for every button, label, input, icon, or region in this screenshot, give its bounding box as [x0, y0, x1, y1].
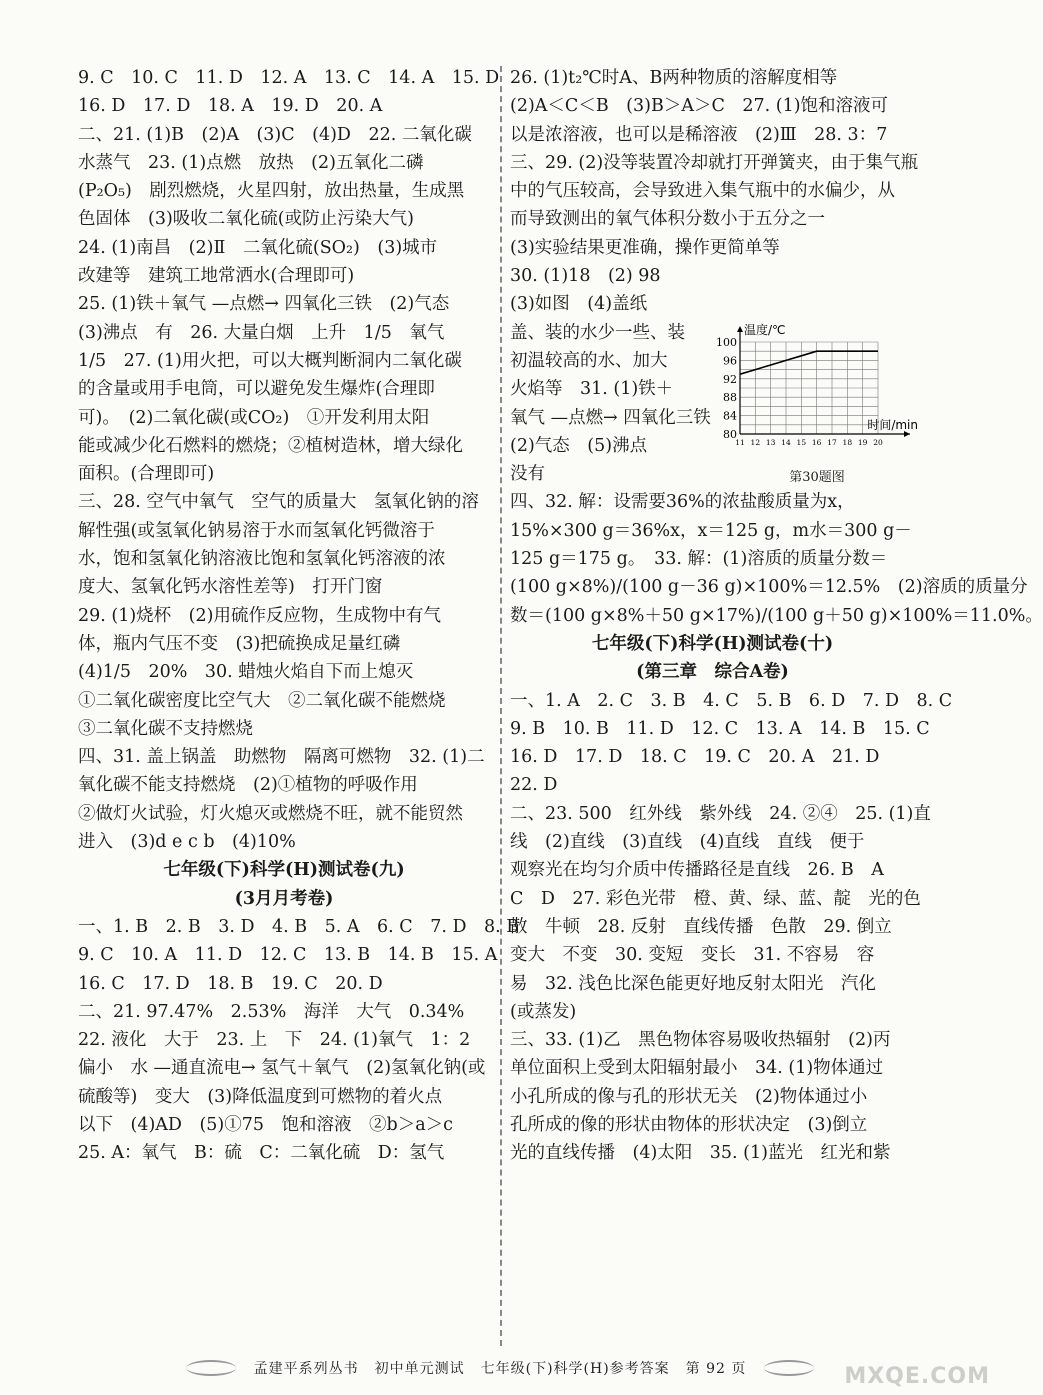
y-tick-label: 96	[723, 354, 737, 368]
answer-line: ①二氧化碳密度比空气大 ②二氧化碳不能燃烧	[78, 690, 446, 711]
answer-line: 三、29. (2)没等装置冷却就打开弹簧夹，由于集气瓶	[510, 152, 919, 173]
answer-line: 的含量或用手电筒，可以避免发生爆炸(合理即	[78, 379, 435, 400]
answer-line: 七年级(下)科学(H)测试卷(九)	[163, 860, 405, 881]
answer-line: 数＝(100 g×8%＋50 g×17%)/(100 g＋50 g)×100%＝11.0%。	[510, 605, 1043, 626]
series-line	[740, 351, 878, 374]
x-tick-label: 19	[857, 438, 868, 447]
answer-line: 25. (1)铁＋氧气 —点燃→ 四氧化三铁 (2)气态	[78, 294, 450, 315]
answer-line: 二、21. (1)B (2)A (3)C (4)D 22. 二氧化碳	[78, 124, 472, 145]
answer-line: 以下 (4)AD (5)①75 饱和溶液 ②b＞a＞c	[78, 1114, 453, 1135]
answer-line: 偏小 水 —通直流电→ 氢气＋氧气 (2)氢氧化钠(或	[78, 1058, 486, 1079]
answer-line: (4)1/5 20% 30. 蜡烛火焰自下而上熄灭	[78, 662, 414, 683]
answer-line: C D 27. 彩色光带 橙、黄、绿、蓝、靛 光的色	[510, 888, 921, 909]
answer-line: 七年级(下)科学(H)测试卷(十)	[591, 633, 834, 654]
answer-line: 单位面积上受到太阳辐射最小 34. (1)物体通过	[510, 1058, 884, 1079]
answer-line: ②做灯火试验，灯火熄灭或燃烧不旺，就不能贸然	[78, 803, 463, 824]
x-axis-label: 时间/min	[867, 418, 918, 432]
x-tick-label: 17	[827, 438, 837, 447]
answer-line: 线 (2)直线 (3)直线 (4)直线 直线 便于	[510, 832, 865, 853]
answer-line: 度大、氢氧化钙水溶性差等) 打开门窗	[78, 577, 383, 598]
answer-line: 硫酸等) 变大 (3)降低温度到可燃物的着火点	[78, 1086, 443, 1107]
answer-line: (或蒸发)	[510, 1001, 577, 1022]
answer-line: (3)实验结果更准确，操作更简单等	[510, 237, 780, 258]
answer-line: 没有	[510, 464, 545, 485]
answer-line: 火焰等 31. (1)铁＋	[510, 379, 674, 400]
right-column	[510, 64, 1043, 1168]
answer-line: 一、1. A 2. C 3. B 4. C 5. B 6. D 7. D 8. C	[510, 690, 953, 711]
y-tick-label: 100	[716, 336, 737, 349]
answer-line: 三、33. (1)乙 黑色物体容易吸收热辐射 (2)丙	[510, 1030, 891, 1051]
answer-line: 9. B 10. B 11. D 12. C 13. A 14. B 15. C	[510, 718, 930, 739]
answer-line: 变大 不变 30. 变短 变长 31. 不容易 容	[510, 945, 875, 966]
answer-line: (2)A＜C＜B (3)B＞A＞C 27. (1)饱和溶液可	[510, 96, 889, 117]
answer-line: 色固体 (3)吸收二氧化硫(或防止污染大气)	[78, 209, 414, 230]
answer-line: 三、28. 空气中氧气 空气的质量大 氢氧化钠的溶	[78, 492, 479, 513]
answer-line: (3)如图 (4)盖纸	[510, 294, 648, 315]
answer-line: 中的气压较高，会导致进入集气瓶中的水偏少，从	[510, 181, 895, 202]
answer-line: 小孔所成的像与孔的形状无关 (2)物体通过小	[510, 1086, 868, 1107]
answer-line: 孔所成的像的形状由物体的形状决定 (3)倒立	[510, 1114, 868, 1135]
answer-line: (P₂O₅) 剧烈燃烧，火星四射，放出热量，生成黑	[78, 181, 465, 202]
answer-line: 22. D	[510, 775, 558, 796]
answer-line: 四、32. 解：设需要36%的浓盐酸质量为x，	[510, 492, 855, 513]
answer-line: 16. D 17. D 18. A 19. D 20. A	[78, 96, 383, 117]
x-tick-label: 12	[750, 438, 761, 447]
answer-line: 进入 (3)d e c b (4)10%	[78, 832, 296, 853]
answer-line: 氧气 —点燃→ 四氧化三铁	[510, 407, 711, 428]
answer-line: 16. C 17. D 18. B 19. C 20. D	[78, 973, 383, 994]
x-tick-label: 15	[796, 438, 807, 447]
x-tick-label: 13	[765, 438, 776, 447]
answer-line: 125 g＝175 g。 33. 解：(1)溶质的质量分数＝	[510, 549, 888, 570]
answer-line: 盖、装的水少一些、装	[510, 322, 685, 343]
answer-line: (2)气态 (5)沸点	[510, 435, 648, 456]
temperature-time-chart	[718, 322, 918, 462]
y-tick-label: 80	[723, 428, 737, 441]
answer-line: 水蒸气 23. (1)点燃 放热 (2)五氧化二磷	[78, 152, 424, 173]
x-tick-label: 20	[873, 438, 883, 447]
y-axis-arrow	[737, 326, 743, 332]
footer-page: 第 92 页	[685, 1361, 747, 1377]
answer-line: 以是浓溶液，也可以是稀溶液 (2)Ⅲ 28. 3：7	[510, 124, 888, 145]
answer-line: 9. C 10. A 11. D 12. C 13. B 14. B 15. A	[78, 945, 498, 966]
footer-book: 初中单元测试	[374, 1361, 465, 1377]
answer-line: 22. 液化 大于 23. 上 下 24. (1)氧气 1：2	[78, 1030, 471, 1051]
y-tick-label: 92	[723, 372, 737, 386]
footer-ornament-left	[186, 1360, 236, 1376]
left-column	[78, 64, 520, 1168]
answer-line: 24. (1)南昌 (2)Ⅱ 二氧化硫(SO₂) (3)城市	[78, 237, 438, 258]
x-tick-label: 11	[735, 438, 745, 447]
answer-line: 易 32. 浅色比深色能更好地反射太阳光 汽化	[510, 973, 876, 994]
answer-line: 16. D 17. D 18. C 19. C 20. A 21. D	[510, 747, 880, 768]
answer-line: 26. (1)t₂℃时A、B两种物质的溶解度相等	[510, 68, 838, 88]
answer-line: 初温较高的水、加大	[510, 350, 668, 371]
answer-line: 散 牛顿 28. 反射 直线传播 色散 29. 倒立	[510, 916, 892, 937]
answer-line: 二、21. 97.47% 2.53% 海洋 大气 0.34%	[78, 1001, 465, 1022]
answer-line: (第三章 综合A卷)	[636, 662, 789, 683]
answer-line: 29. (1)烧杯 (2)用硫作反应物，生成物中有气	[78, 605, 441, 626]
column-divider	[500, 66, 502, 1346]
answer-line: 二、23. 500 红外线 紫外线 24. ②④ 25. (1)直	[510, 803, 931, 824]
answer-line: (100 g×8%)/(100 g－36 g)×100%＝12.5% (2)溶质的质量分	[510, 577, 1028, 598]
footer-subject: 七年级(下)科学(H)参考答案	[480, 1361, 670, 1377]
y-tick-label: 88	[723, 391, 737, 405]
answer-line: ③二氧化碳不支持燃烧	[78, 718, 253, 739]
watermark: MXQE.COM	[844, 1364, 990, 1389]
answer-line: 体，瓶内气压不变 (3)把硫换成足量红磷	[78, 633, 401, 654]
answer-line: 水，饱和氢氧化钠溶液比饱和氢氧化钙溶液的浓	[78, 549, 446, 570]
answer-line: 30. (1)18 (2) 98	[510, 266, 661, 287]
y-axis-label: 温度/℃	[744, 323, 786, 337]
answer-line: (3)沸点 有 26. 大量白烟 上升 1/5 氧气	[78, 322, 445, 343]
answer-line: 可)。 (2)二氧化碳(或CO₂) ①开发利用太阳	[78, 407, 430, 428]
answer-line: 氧化碳不能支持燃烧 (2)①植物的呼吸作用	[78, 775, 418, 796]
answer-line: 9. C 10. C 11. D 12. A 13. C 14. A 15. D	[78, 68, 500, 88]
answer-line: 1/5 27. (1)用火把，可以大概判断洞内二氧化碳	[78, 350, 462, 371]
answer-line: 而导致测出的氧气体积分数小于五分之一	[510, 209, 825, 230]
answer-line: 15%×300 g＝36%x，x＝125 g，m水＝300 g－	[510, 520, 912, 541]
answer-line: 面积。(合理即可)	[78, 464, 215, 485]
footer-ornament-right	[764, 1360, 814, 1376]
answer-line: 一、1. B 2. B 3. D 4. B 5. A 6. C 7. D 8. B	[78, 916, 520, 937]
y-tick-label: 84	[723, 409, 737, 423]
answer-line: 四、31. 盖上锅盖 助燃物 隔离可燃物 32. (1)二	[78, 747, 485, 768]
answer-line: (3月月考卷)	[234, 888, 334, 909]
x-tick-label: 18	[842, 438, 853, 447]
answer-line: 观察光在均匀介质中传播路径是直线 26. B A	[510, 860, 884, 881]
answer-line: 光的直线传播 (4)太阳 35. (1)蓝光 红光和紫	[510, 1143, 891, 1164]
x-tick-label: 16	[811, 438, 822, 447]
answer-line: 解性强(或氢氧化钠易溶于水而氢氧化钙微溶于	[78, 520, 435, 541]
chart-caption: 第30题图	[789, 470, 845, 485]
x-tick-label: 14	[781, 438, 791, 447]
answer-line: 能或减少化石燃料的燃烧；②植树造林，增大绿化	[78, 435, 463, 456]
footer-series: 孟建平系列丛书	[253, 1361, 359, 1377]
answer-line: 改建等 建筑工地常洒水(合理即可)	[78, 266, 355, 287]
answer-line: 25. A：氧气 B：硫 C：二氧化硫 D：氢气	[78, 1143, 445, 1164]
